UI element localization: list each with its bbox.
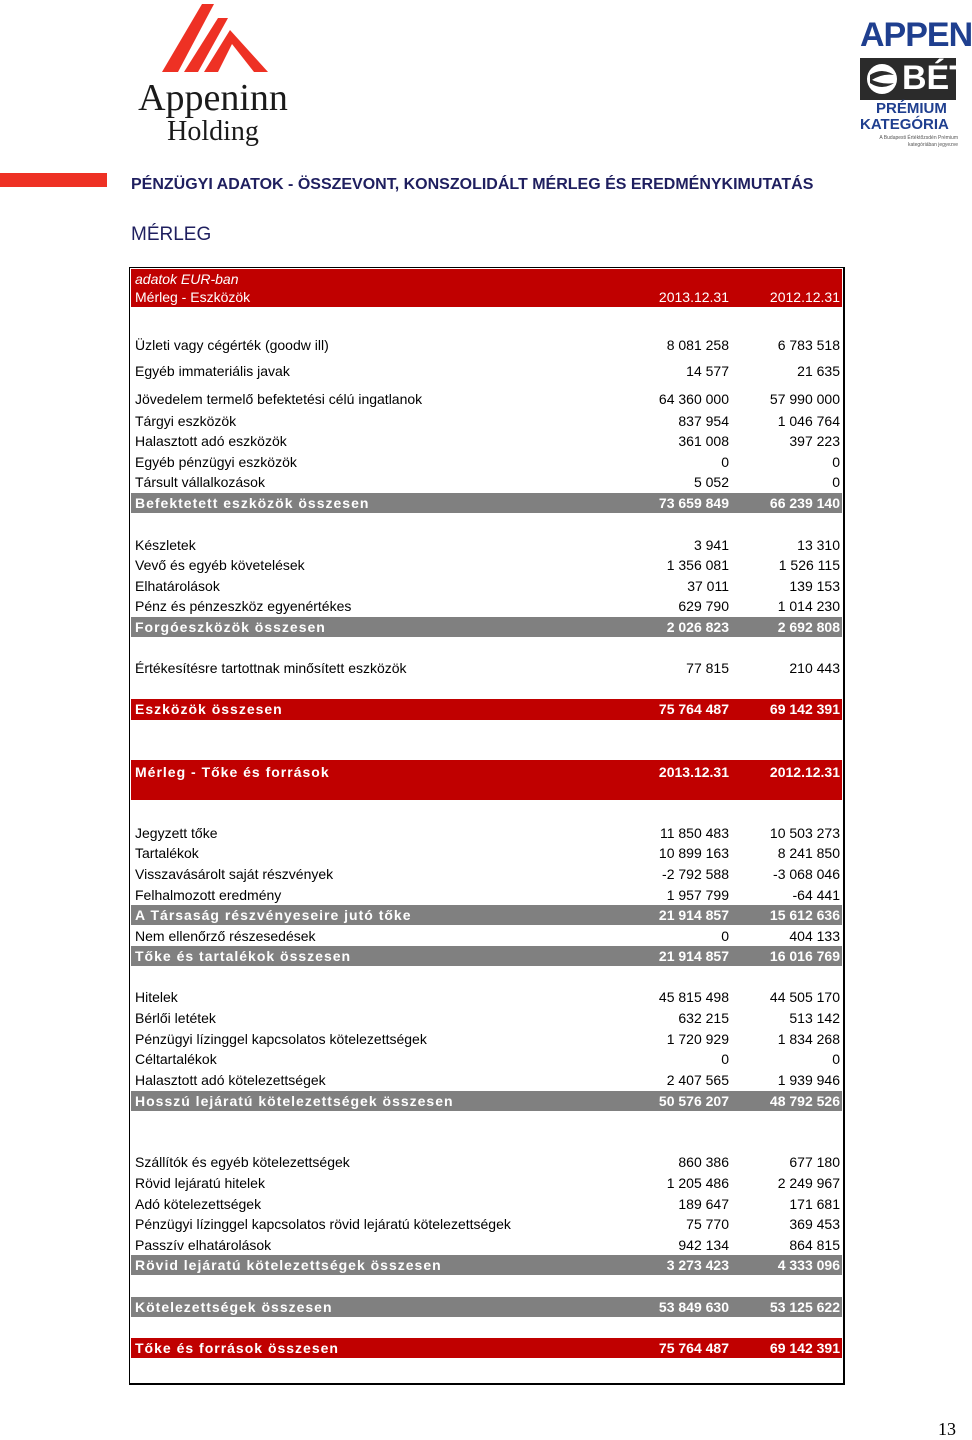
table-row bbox=[131, 411, 842, 431]
row-value-2013: 77 815 bbox=[686, 660, 729, 676]
row-label: Jegyzett tőke bbox=[135, 825, 218, 841]
page-number: 13 bbox=[938, 1419, 956, 1439]
row-value-2013: 8 081 258 bbox=[666, 337, 729, 353]
row-value-2012: 1 939 946 bbox=[777, 1072, 840, 1088]
row-value-2012: 677 180 bbox=[789, 1154, 840, 1170]
row-value-2013: 0 bbox=[721, 454, 729, 470]
row-value-2013: 189 647 bbox=[678, 1196, 729, 1212]
row-value-2013: 0 bbox=[721, 928, 729, 944]
row-value-2012: 21 635 bbox=[797, 363, 840, 379]
row-label: Egyéb pénzügyi eszközök bbox=[135, 454, 297, 470]
row-label: Tárgyi eszközök bbox=[135, 413, 237, 429]
row-value-2012: 404 133 bbox=[789, 928, 840, 944]
row-label: Elhatárolások bbox=[135, 578, 220, 594]
row-label: Adó kötelezettségek bbox=[135, 1196, 262, 1212]
row-value-2013: 632 215 bbox=[678, 1010, 729, 1026]
row-value-2012: 13 310 bbox=[797, 537, 840, 553]
row-value-2012: 513 142 bbox=[789, 1010, 840, 1026]
row-label: Pénzügyi lízinggel kapcsolatos kötelezettségek bbox=[135, 1031, 427, 1047]
row-label: Kötelezettségek összesen bbox=[135, 1299, 333, 1315]
table-row bbox=[131, 335, 842, 355]
header-col-2013: 2013.12.31 bbox=[658, 289, 729, 305]
row-value-2012: 4 333 096 bbox=[777, 1257, 840, 1273]
liabilities-header bbox=[131, 760, 842, 800]
row-value-2013: 75 764 487 bbox=[658, 1340, 729, 1356]
row-value-2012: 1 526 115 bbox=[778, 557, 840, 573]
subtotal-row bbox=[131, 1091, 842, 1111]
row-label: Egyéb immateriális javak bbox=[135, 363, 290, 379]
badge-bet-text: BÉT bbox=[902, 59, 970, 97]
row-label: Befektetett eszközök összesen bbox=[135, 495, 370, 511]
row-value-2013: 64 360 000 bbox=[658, 391, 729, 407]
table-row bbox=[131, 431, 842, 451]
row-label: Bérlői letétek bbox=[135, 1010, 216, 1026]
table-row bbox=[131, 596, 842, 616]
row-label: Rövid lejáratú hitelek bbox=[135, 1175, 265, 1191]
row-value-2013: 837 954 bbox=[678, 413, 729, 429]
badge-bet-box bbox=[860, 58, 970, 100]
subtotal-row bbox=[131, 1297, 842, 1317]
row-value-2013: 75 770 bbox=[686, 1216, 729, 1232]
row-value-2013: 629 790 bbox=[678, 598, 729, 614]
table-row bbox=[131, 1235, 842, 1255]
row-value-2013: 5 052 bbox=[693, 474, 729, 490]
row-value-2013: 1 957 799 bbox=[666, 887, 729, 903]
row-label: Nem ellenőrző részesedések bbox=[135, 928, 316, 944]
table-row bbox=[131, 1173, 842, 1193]
row-label: Vevő és egyéb követelések bbox=[135, 557, 305, 573]
header-col-2012: 2012.12.31 bbox=[769, 764, 840, 780]
row-value-2012: 0 bbox=[832, 474, 840, 490]
row-label: Forgóeszközök összesen bbox=[135, 619, 326, 635]
bet-swirl-icon bbox=[864, 61, 900, 97]
row-value-2012: 15 612 636 bbox=[769, 907, 840, 923]
row-value-2013: 1 205 486 bbox=[666, 1175, 729, 1191]
row-value-2012: 139 153 bbox=[789, 578, 840, 594]
table-row bbox=[131, 1008, 842, 1028]
row-label: Társult vállalkozások bbox=[135, 474, 265, 490]
row-value-2012: 397 223 bbox=[789, 433, 840, 449]
company-name: Appeninn bbox=[138, 77, 288, 119]
row-label: Hitelek bbox=[135, 989, 178, 1005]
row-value-2012: 0 bbox=[832, 454, 840, 470]
table-row bbox=[131, 885, 842, 905]
section-title: MÉRLEG bbox=[131, 224, 212, 245]
table-row bbox=[131, 1029, 842, 1049]
row-label: A Társaság részvényeseire jutó tőke bbox=[135, 907, 412, 923]
badge-category: KATEGÓRIA bbox=[860, 116, 949, 133]
assets-header bbox=[131, 269, 842, 307]
row-value-2012: 864 815 bbox=[789, 1237, 840, 1253]
row-value-2012: 0 bbox=[832, 1051, 840, 1067]
row-value-2012: 44 505 170 bbox=[769, 989, 840, 1005]
row-value-2012: 1 834 268 bbox=[777, 1031, 840, 1047]
row-label: Tartalékok bbox=[135, 845, 199, 861]
row-value-2013: 942 134 bbox=[678, 1237, 729, 1253]
row-value-2013: 3 273 423 bbox=[666, 1257, 729, 1273]
units-label: adatok EUR-ban bbox=[135, 271, 239, 287]
row-value-2012: 48 792 526 bbox=[769, 1093, 840, 1109]
row-label: Tőke és tartalékok összesen bbox=[135, 948, 352, 964]
row-value-2013: 75 764 487 bbox=[658, 701, 729, 717]
row-label: Halasztott adó eszközök bbox=[135, 433, 287, 449]
row-label: Felhalmozott eredmény bbox=[135, 887, 282, 903]
row-value-2012: 210 443 bbox=[789, 660, 840, 676]
row-value-2013: 11 850 483 bbox=[659, 825, 729, 841]
row-label: Halasztott adó kötelezettségek bbox=[135, 1072, 326, 1088]
row-value-2013: 0 bbox=[721, 1051, 729, 1067]
row-label: Üzleti vagy cégérték (goodw ill) bbox=[135, 337, 329, 353]
page-title: PÉNZÜGYI ADATOK - ÖSSZEVONT, KONSZOLIDÁLT MÉRLEG ÉS EREDMÉNYKIMUTATÁS bbox=[131, 176, 814, 193]
badge-appen: APPEN bbox=[860, 16, 972, 54]
row-value-2012: 53 125 622 bbox=[769, 1299, 840, 1315]
row-value-2012: 6 783 518 bbox=[777, 337, 840, 353]
header-col-2012: 2012.12.31 bbox=[769, 289, 840, 305]
table-row bbox=[131, 472, 842, 492]
row-value-2012: 2 249 967 bbox=[777, 1175, 840, 1191]
row-value-2012: 2 692 808 bbox=[777, 619, 840, 635]
row-value-2012: 66 239 140 bbox=[769, 495, 840, 511]
row-value-2013: 50 576 207 bbox=[658, 1093, 729, 1109]
table-row bbox=[131, 1152, 842, 1172]
row-value-2013: 14 577 bbox=[686, 363, 729, 379]
row-value-2013: 860 386 bbox=[678, 1154, 729, 1170]
table-row bbox=[131, 1194, 842, 1214]
row-value-2013: 45 815 498 bbox=[658, 989, 729, 1005]
table-row bbox=[131, 452, 842, 472]
row-value-2013: 2 026 823 bbox=[666, 619, 729, 635]
title-accent-bar bbox=[0, 173, 107, 187]
total-row bbox=[131, 699, 842, 720]
row-value-2012: 1 046 764 bbox=[777, 413, 840, 429]
row-label: Hosszú lejáratú kötelezettségek összesen bbox=[135, 1093, 454, 1109]
appeninn-logo bbox=[118, 0, 308, 160]
row-value-2012: -3 068 046 bbox=[773, 866, 840, 882]
subtotal-row bbox=[131, 905, 842, 925]
row-label: Jövedelem termelő befektetési célú ingatlanok bbox=[135, 391, 423, 407]
row-value-2012: 8 241 850 bbox=[777, 845, 840, 861]
row-value-2012: 69 142 391 bbox=[769, 701, 840, 717]
table-row bbox=[131, 926, 842, 946]
appeninn-mark-icon bbox=[118, 0, 308, 80]
row-value-2013: 73 659 849 bbox=[658, 495, 729, 511]
row-value-2013: 361 008 bbox=[678, 433, 729, 449]
row-label: Céltartalékok bbox=[135, 1051, 217, 1067]
table-row bbox=[131, 987, 842, 1007]
bet-premium-badge bbox=[850, 14, 972, 154]
subtotal-row bbox=[131, 617, 842, 637]
row-label: Passzív elhatárolások bbox=[135, 1237, 272, 1253]
table-row bbox=[131, 658, 842, 678]
subtotal-row bbox=[131, 1255, 842, 1275]
subtotal-row bbox=[131, 946, 842, 966]
row-label: Szállítók és egyéb kötelezettségek bbox=[135, 1154, 350, 1170]
row-value-2012: 369 453 bbox=[789, 1216, 840, 1232]
row-value-2012: -64 441 bbox=[792, 887, 840, 903]
row-label: Eszközök összesen bbox=[135, 701, 283, 717]
row-label: Értékesítésre tartottnak minősített eszközök bbox=[135, 660, 407, 676]
row-value-2013: 21 914 857 bbox=[658, 948, 729, 964]
badge-note: A Budapesti Értéktőzsdén Prémium kategóriában jegyezve bbox=[879, 135, 958, 148]
badge-premium: PRÉMIUM bbox=[876, 100, 947, 117]
row-value-2013: 3 941 bbox=[693, 537, 729, 553]
row-value-2012: 57 990 000 bbox=[769, 391, 840, 407]
table-row bbox=[131, 361, 842, 381]
liabilities-header-label: Mérleg - Tőke és források bbox=[135, 764, 330, 780]
table-row bbox=[131, 1049, 842, 1069]
row-value-2013: 1 356 081 bbox=[666, 557, 729, 573]
row-label: Pénz és pénzeszköz egyenértékes bbox=[135, 598, 352, 614]
row-value-2012: 10 503 273 bbox=[769, 825, 840, 841]
company-subtitle: Holding bbox=[167, 116, 259, 147]
row-value-2013: -2 792 588 bbox=[662, 866, 729, 882]
table-row bbox=[131, 576, 842, 596]
row-label: Készletek bbox=[135, 537, 196, 553]
row-value-2012: 171 681 bbox=[789, 1196, 840, 1212]
header-col-2013: 2013.12.31 bbox=[658, 764, 729, 780]
assets-header-label: Mérleg - Eszközök bbox=[135, 289, 251, 305]
row-value-2013: 10 899 163 bbox=[658, 845, 729, 861]
row-label: Rövid lejáratú kötelezettségek összesen bbox=[135, 1257, 442, 1273]
row-label: Tőke és források összesen bbox=[135, 1340, 339, 1356]
row-value-2012: 16 016 769 bbox=[769, 948, 840, 964]
row-value-2013: 21 914 857 bbox=[658, 907, 729, 923]
row-value-2013: 2 407 565 bbox=[666, 1072, 729, 1088]
row-value-2013: 37 011 bbox=[687, 578, 729, 594]
table-row bbox=[131, 864, 842, 884]
table-row bbox=[131, 535, 842, 555]
table-row bbox=[131, 555, 842, 575]
row-value-2013: 53 849 630 bbox=[658, 1299, 729, 1315]
table-row bbox=[131, 843, 842, 863]
table-row bbox=[131, 1214, 842, 1234]
row-value-2012: 1 014 230 bbox=[777, 598, 840, 614]
total-row bbox=[131, 1338, 842, 1358]
row-label: Pénzügyi lízinggel kapcsolatos rövid lejáratú kötelezettségek bbox=[135, 1216, 511, 1232]
table-row bbox=[131, 1070, 842, 1090]
subtotal-row bbox=[131, 493, 842, 513]
row-label: Visszavásárolt saját részvények bbox=[135, 866, 334, 882]
row-value-2012: 69 142 391 bbox=[769, 1340, 840, 1356]
table-row bbox=[131, 389, 842, 409]
row-value-2013: 1 720 929 bbox=[666, 1031, 729, 1047]
table-row bbox=[131, 823, 842, 843]
